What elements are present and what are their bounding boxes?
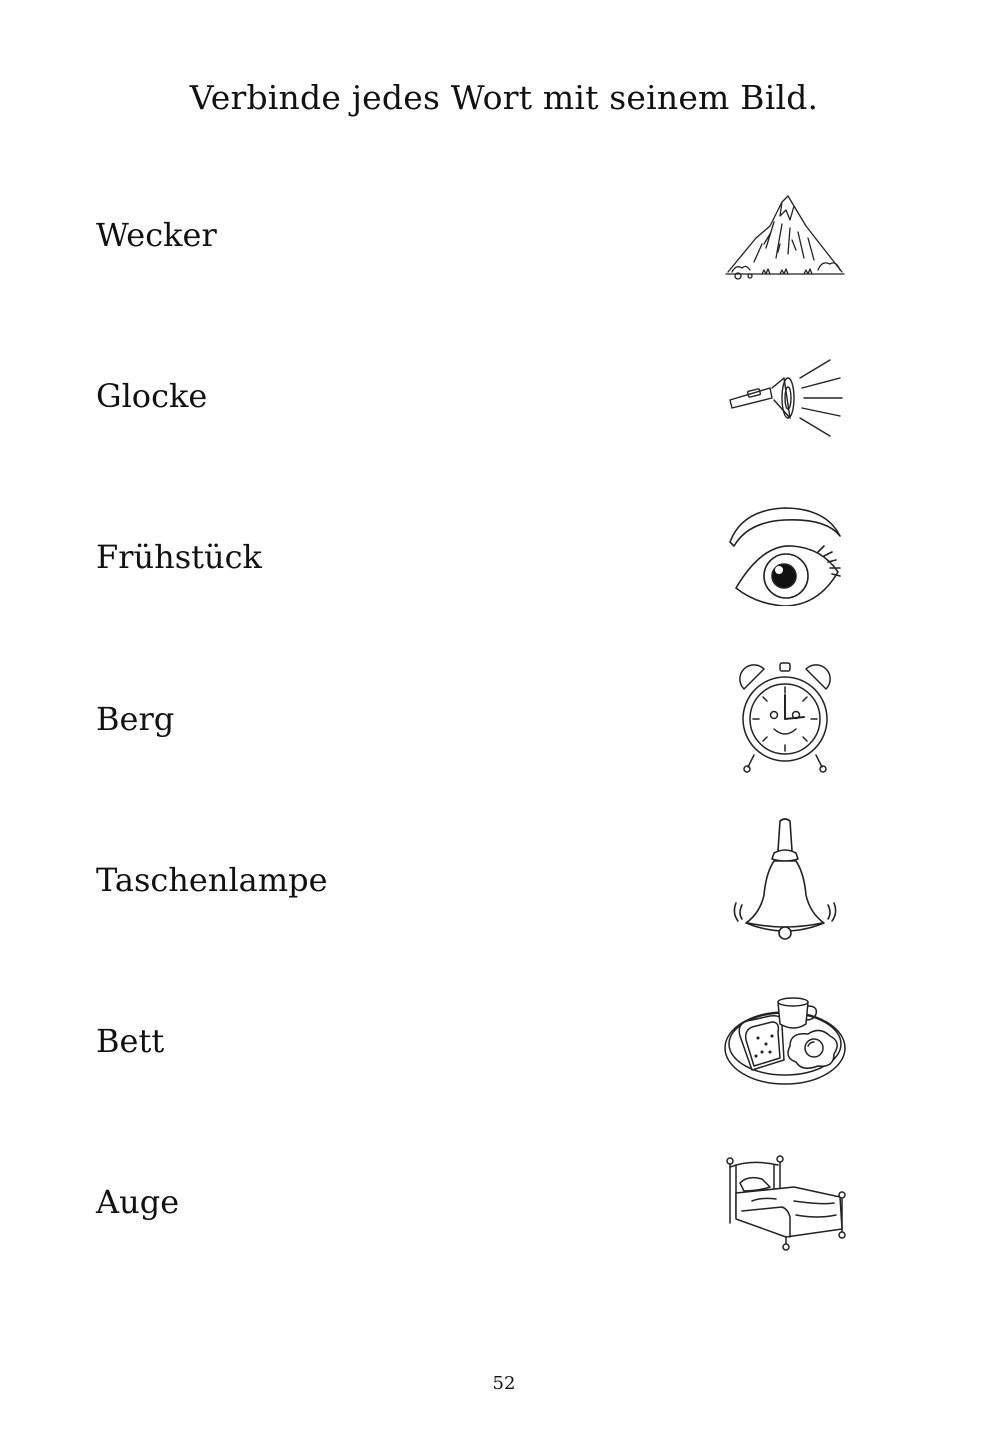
word-4[interactable]: Berg bbox=[96, 700, 175, 738]
word-1[interactable]: Wecker bbox=[96, 216, 217, 254]
word-6[interactable]: Bett bbox=[96, 1022, 165, 1060]
mountain-icon[interactable] bbox=[722, 188, 848, 288]
breakfast-icon[interactable] bbox=[722, 992, 848, 1092]
eye-icon[interactable] bbox=[722, 506, 848, 606]
word-2[interactable]: Glocke bbox=[96, 377, 208, 415]
flashlight-icon[interactable] bbox=[722, 348, 848, 448]
word-7[interactable]: Auge bbox=[96, 1183, 180, 1221]
word-5[interactable]: Taschenlampe bbox=[96, 861, 328, 899]
page-number: 52 bbox=[492, 1373, 516, 1394]
bed-icon[interactable] bbox=[722, 1153, 848, 1253]
alarm-clock-icon[interactable] bbox=[722, 668, 848, 768]
instruction-title: Verbinde jedes Wort mit seinem Bild. bbox=[189, 78, 819, 117]
word-3[interactable]: Frühstück bbox=[96, 538, 262, 576]
bell-icon[interactable] bbox=[722, 830, 848, 930]
